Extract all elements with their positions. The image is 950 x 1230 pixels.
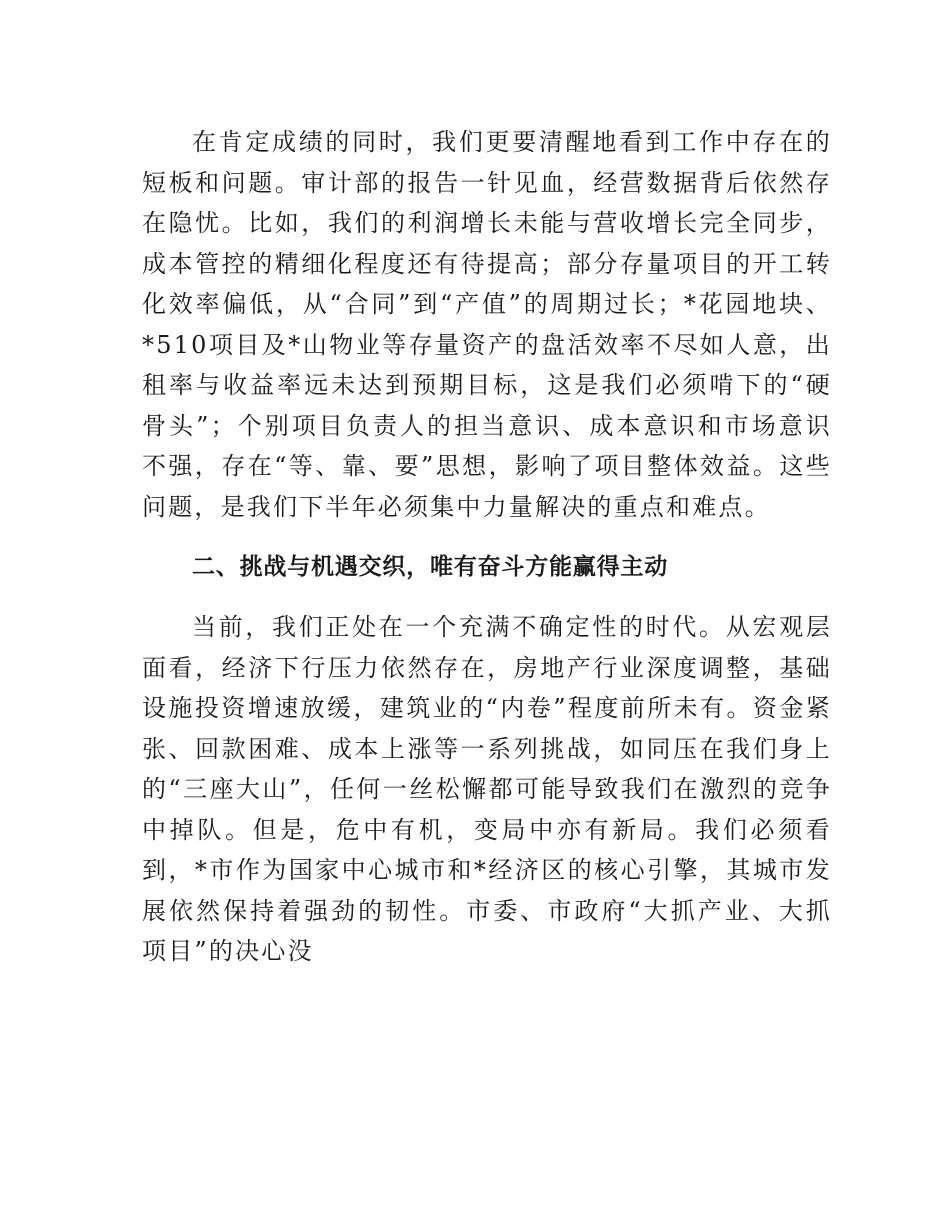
paragraph-shortcomings: 在肯定成绩的同时，我们更要清醒地看到工作中存在的短板和问题。审计部的报告一针见血，经营数据背后依然存在隐忧。比如，我们的利润增长未能与营收增长完全同步，成本管控的精细化程度还有待提高；部分存量项目的开工转化效率偏低，从“合同”到“产值”的周期过长；*花园地块、*510项目及*山物业等存量资产的盘活效率不尽如人意，出租率与收益率远未达到预期目标，这是我们必须啃下的“硬骨头”；个别项目负责人的担当意识、成本意识和市场意识不强，存在“等、靠、要”思想，影响了项目整体效益。这些问题，是我们下半年必须集中力量解决的重点和难点。 (142, 128, 832, 521)
paragraph-current-situation: 当前，我们正处在一个充满不确定性的时代。从宏观层面看，经济下行压力依然存在，房地产行业深度调整，基础设施投资增速放缓，建筑业的“内卷”程度前所未有。资金紧张、回款困难、成本上涨等一系列挑战，如同压在我们身上的“三座大山”，任何一丝松懈都可能导致我们在激烈的竞争中掉队。但是，危中有机，变局中亦有新局。我们必须看到，*市作为国家中心城市和*经济区的核心引擎，其城市发展依然保持着强劲的韧性。市委、市政府“大抓产业、大抓项目”的决心没 (142, 613, 832, 965)
section-heading-challenges: 二、挑战与机遇交织，唯有奋斗方能赢得主动 (192, 554, 668, 580)
document-body (142, 122, 832, 972)
